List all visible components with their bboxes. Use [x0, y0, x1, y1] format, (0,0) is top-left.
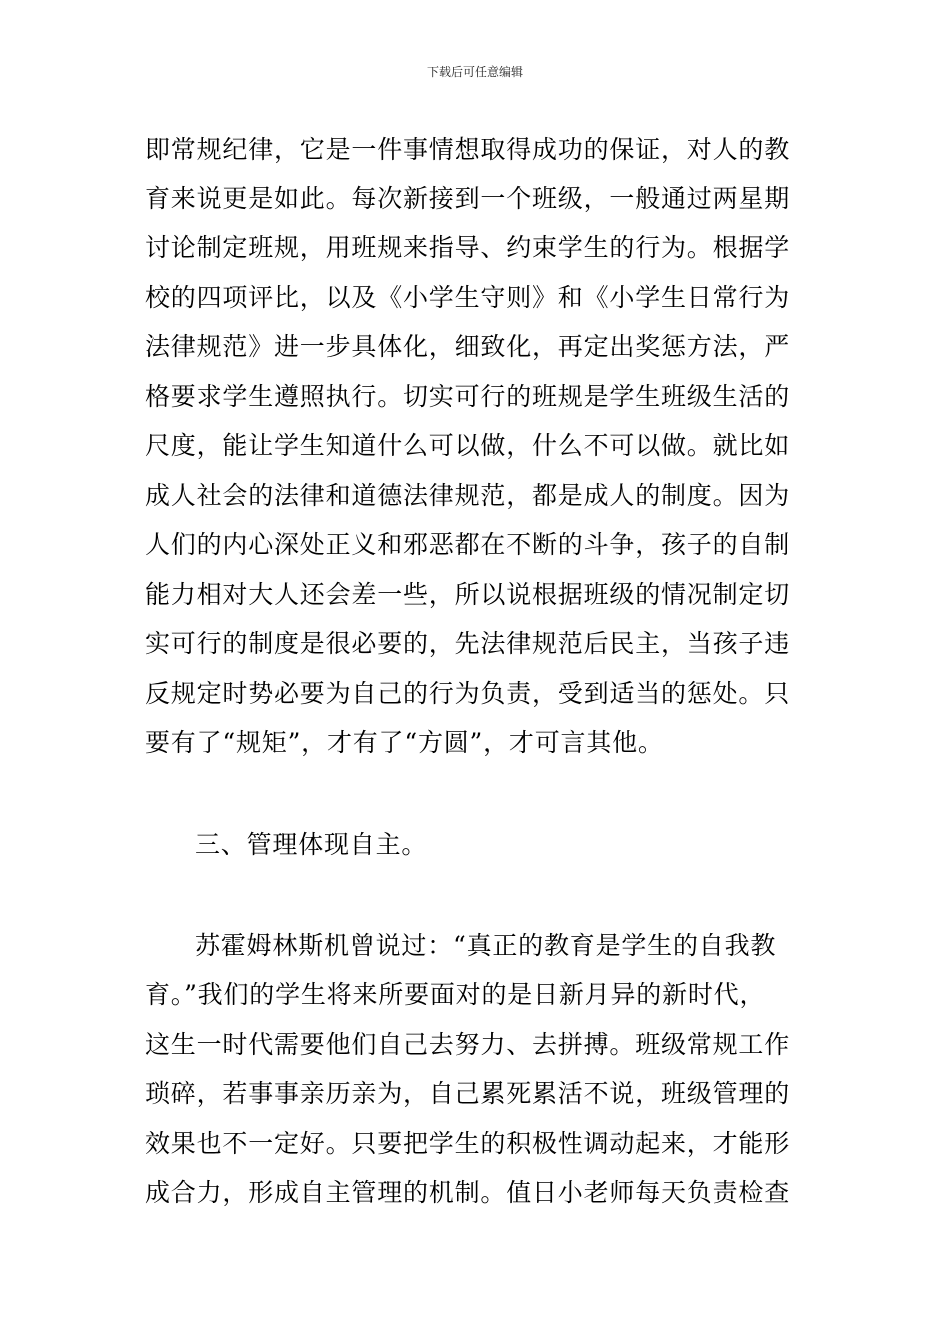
paragraph-line: 苏霍姆林斯机曾说过：“真正的教育是学生的自我教	[195, 931, 777, 960]
paragraph-line: 实可行的制度是很必要的，先法律规范后民主，当孩子违	[145, 629, 791, 658]
paragraph-line: 效果也不一定好。只要把学生的积极性调动起来，才能形	[145, 1129, 791, 1158]
paragraph-line: 即常规纪律，它是一件事情想取得成功的保证，对人的教	[145, 135, 791, 164]
page-header: 下载后可任意编辑	[426, 65, 523, 79]
paragraph-line: 人们的内心深处正义和邪恶都在不断的斗争，孩子的自制	[145, 530, 791, 559]
paragraph-line: 尺度，能让学生知道什么可以做，什么不可以做。就比如	[145, 431, 791, 460]
paragraph-line: 能力相对大人还会差一些，所以说根据班级的情况制定切	[145, 580, 791, 609]
paragraph-line: 育。”我们的学生将来所要面对的是日新月异的新时代，	[145, 980, 766, 1009]
paragraph-line: 反规定时势必要为自己的行为负责，受到适当的惩处。只	[145, 679, 791, 708]
paragraph-line: 要有了“规矩”，才有了“方圆”，才可言其他。	[145, 728, 664, 757]
paragraph-line: 法律规范》进一步具体化，细致化，再定出奖惩方法，严	[145, 332, 791, 361]
paragraph-line: 育来说更是如此。每次新接到一个班级，一般通过两星期	[145, 184, 791, 213]
paragraph-line: 校的四项评比，以及《小学生守则》和《小学生日常行为	[145, 283, 791, 312]
section-heading: 三、管理体现自主。	[195, 830, 428, 859]
paragraph-line: 琐碎，若事事亲历亲为，自己累死累活不说，班级管理的	[145, 1079, 791, 1108]
paragraph-line: 成合力，形成自主管理的机制。值日小老师每天负责检查	[145, 1178, 791, 1207]
paragraph-line: 这生一时代需要他们自己去努力、去拼搏。班级常规工作	[145, 1030, 791, 1059]
paragraph-line: 格要求学生遵照执行。切实可行的班规是学生班级生活的	[145, 382, 791, 411]
paragraph-line: 讨论制定班规，用班规来指导、约束学生的行为。根据学	[145, 233, 791, 262]
paragraph-line: 成人社会的法律和道德法律规范，都是成人的制度。因为	[145, 481, 791, 510]
